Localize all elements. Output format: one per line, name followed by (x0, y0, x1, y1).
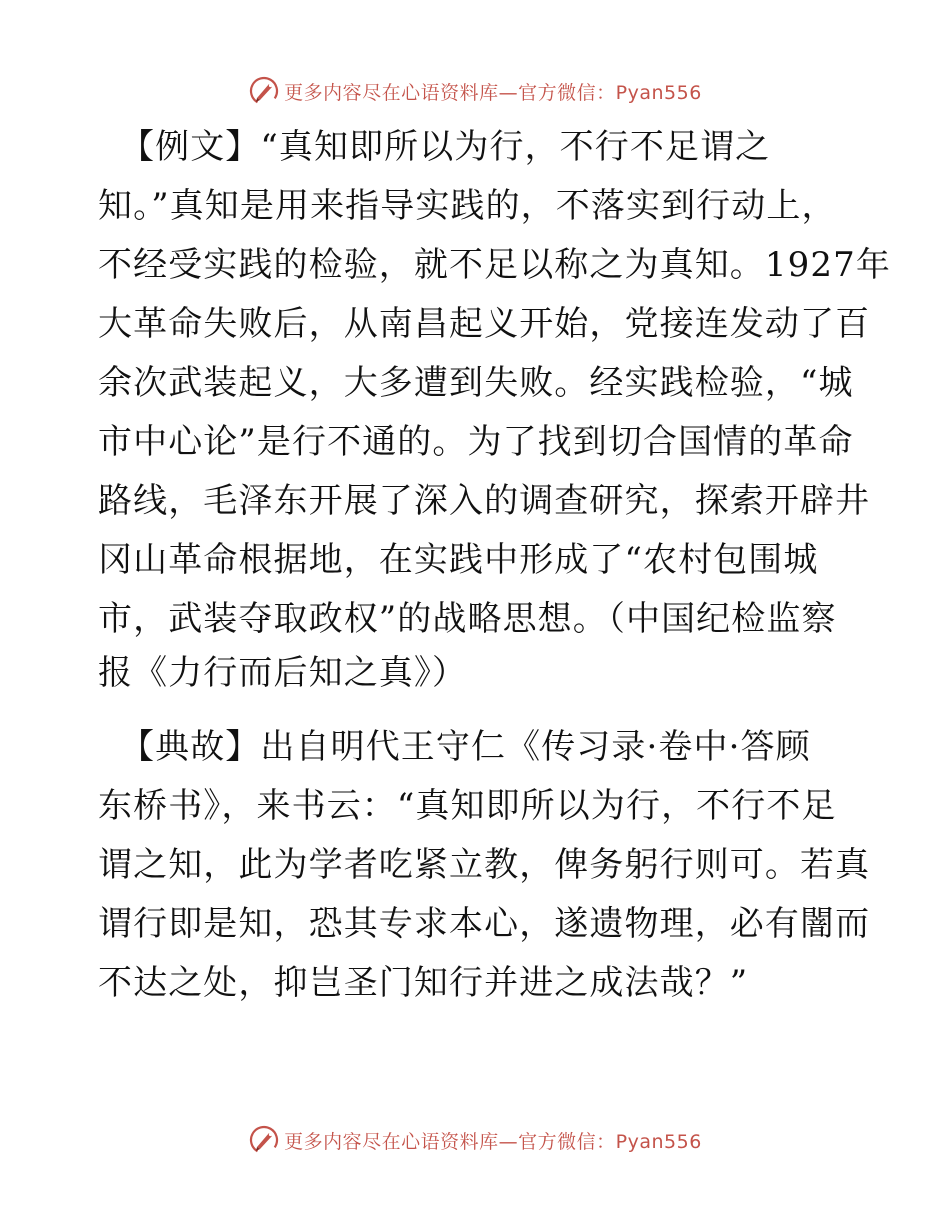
example-line: 知。”真知是用来指导实践的，不落实到行动上， (98, 186, 837, 226)
source-line: 谓行即是知，恐其专求本心，遂遗物理，必有闇而 (98, 904, 871, 944)
example-line: 冈山革命根据地，在实践中形成了“农村包围城 (98, 540, 819, 580)
source-line: 谓之知，此为学者吃紧立教，俾务躬行则可。若真 (98, 845, 871, 885)
header-watermark-text: 更多内容尽在心语资料库—官方微信：Pyan556 (284, 81, 702, 104)
example-line: 大革命失败后，从南昌起义开始，党接连发动了百 (98, 304, 871, 344)
example-line: 市中心论”是行不通的。为了找到切合国情的革命 (98, 422, 854, 462)
source-line: 【典故】出自明代王守仁《传习录·卷中·答顾 (120, 727, 811, 767)
source-line: 东桥书》，来书云：“真知即所以为行，不行不足 (98, 786, 837, 826)
footer-watermark (0, 1120, 950, 1160)
example-line: 余次武装起义，大多遭到失败。经实践检验，“城 (98, 363, 854, 403)
source-line: 不达之处，抑岂圣门知行并进之成法哉？” (98, 963, 749, 1003)
example-line: 市，武装夺取政权”的战略思想。（中国纪检监察 (98, 599, 837, 639)
pen-logo-icon (248, 1124, 280, 1156)
example-line: 报《力行而后知之真》） (98, 653, 468, 693)
footer-watermark-text: 更多内容尽在心语资料库—官方微信：Pyan556 (284, 1130, 702, 1153)
example-line: 【例文】“真知即所以为行，不行不足谓之 (120, 127, 771, 167)
example-line: 路线，毛泽东开展了深入的调查研究，探索开辟井 (98, 481, 871, 521)
example-line: 不经受实践的检验，就不足以称之为真知。1927年 (98, 245, 891, 285)
